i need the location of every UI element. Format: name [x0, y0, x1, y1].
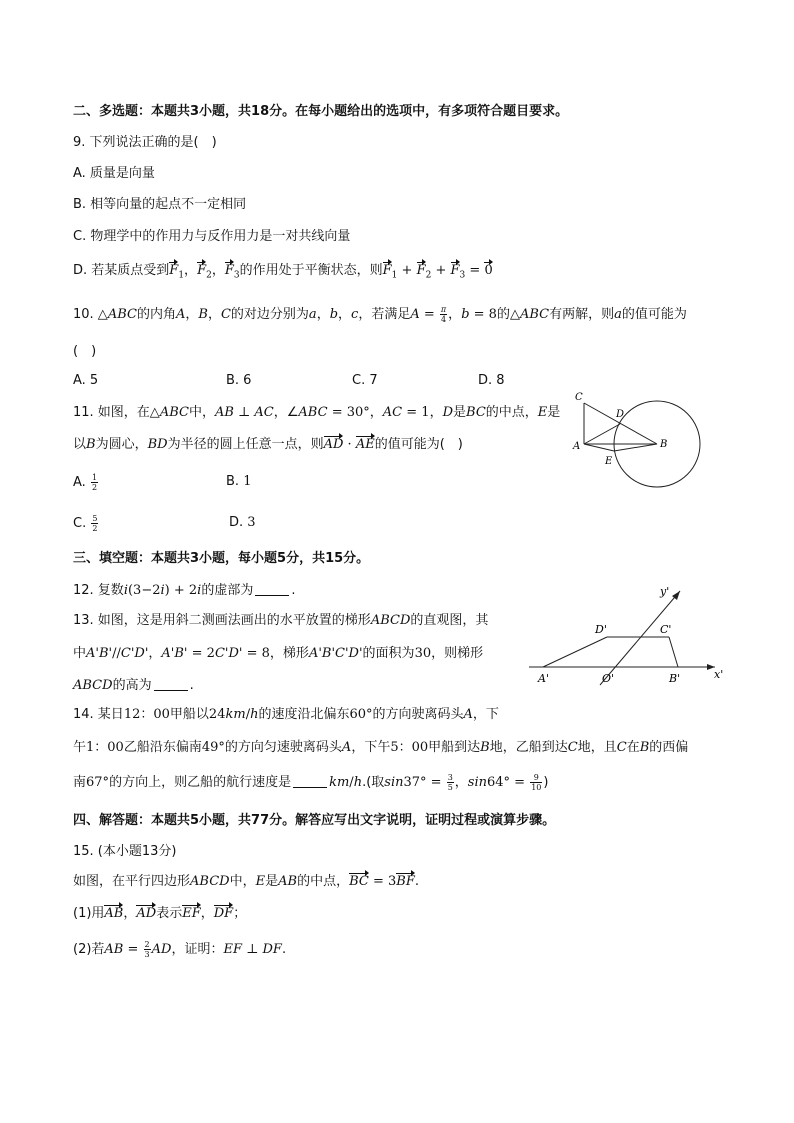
q14-line3: 南67°的方向上，则乙船的航行速度是 km/h.(取sin37° = $\frac{3}{5}$ ，sin64° = $\frac{9}{10}$ ): [73, 773, 549, 792]
q11-line2: 以B为圆心，BD为半径的圆上任意一点，则AD · AE的值可能为( ): [73, 437, 463, 452]
label-b-prime: B': [669, 672, 681, 685]
label-b: B: [660, 439, 668, 450]
q14-line2: 午1：00乙船沿东偏南49°的方向匀速驶离码头A，下午5：00甲船到达B地，乙船到达C地，且C在B的西偏: [73, 740, 689, 755]
label-a: A: [573, 441, 581, 452]
section-2-header: 二、多选题：本题共3小题，共18分。在每小题给出的选项中，有多项符合题目要求。: [73, 104, 569, 119]
q10-option-d: D. 8: [478, 373, 505, 388]
q10-stem: 10. △ABC的内角A，B，C的对边分别为a，b，c，若满足A = $\frac{\pi}{4}$ ，b = 8的△ABC有两解，则a的值可能为: [73, 305, 687, 324]
q11-option-c: C. $\frac{5}{2}$: [73, 514, 98, 533]
label-d-prime: D': [595, 623, 607, 636]
label-o-prime: O': [602, 672, 615, 685]
q9-option-c: C. 物理学中的作用力与反作用力是一对共线向量: [73, 229, 351, 244]
label-d: D: [616, 409, 625, 420]
q9-option-d: D. 若某质点受到$F_1$，$F_2$，$F_3$的作用处于平衡状态，则$F_1 + F_2 + F_3 = 0$: [73, 263, 493, 281]
q12-text: 12. 复数i(3−2i) + 2i的虚部为 .: [73, 583, 296, 598]
label-a-prime: A': [538, 672, 549, 685]
q15-stem: 如图，在平行四边形ABCD中，E是AB的中点，BC = 3BF.: [73, 874, 419, 889]
label-e: E: [605, 456, 613, 467]
section-4-header: 四、解答题：本题共5小题，共77分。解答应写出文字说明，证明过程或演算步骤。: [73, 813, 556, 828]
q10-option-a: A. 5: [73, 373, 99, 388]
q13-line3: ABCD的高为 .: [73, 678, 194, 693]
label-c: C: [575, 392, 583, 403]
q15-part2: (2)若AB = $\frac{2}{3}$ AD，证明：EF ⊥ DF.: [73, 940, 287, 959]
q10-option-c: C. 7: [352, 373, 378, 388]
label-c-prime: C': [660, 623, 672, 636]
q11-option-d: D. 3: [229, 515, 256, 530]
section-3-header: 三、填空题：本题共3小题，每小题5分，共15分。: [73, 551, 370, 566]
q10-paren: ( ): [73, 344, 97, 359]
q15-title: 15. (本小题13分): [73, 844, 177, 859]
q9-option-b: B. 相等向量的起点不一定相同: [73, 197, 247, 212]
label-x: x': [714, 668, 724, 681]
q13-line2: 中A'B'//C'D'，A'B' = 2C'D' = 8，梯形A'B'C'D'的面积为30，则梯形: [73, 646, 484, 661]
q14-line1: 14. 某日12：00甲船以24km/h的速度沿北偏东60°的方向驶离码头A，下: [73, 707, 499, 722]
q11-figure: [568, 390, 708, 490]
q11-line1: 11. 如图，在△ABC中，AB ⊥ AC，∠ABC = 30°，AC = 1，D是BC的中点，E是: [73, 405, 561, 420]
label-y: y': [660, 585, 670, 598]
q11-option-a: A. $\frac{1}{2}$: [73, 473, 98, 492]
q13-figure: [525, 582, 735, 687]
q10-option-b: B. 6: [226, 373, 252, 388]
q15-part1: (1)用AB，AD表示EF，DF；: [73, 906, 247, 921]
q9-stem: 9. 下列说法正确的是( ): [73, 135, 217, 150]
q9-option-a: A. 质量是向量: [73, 166, 155, 181]
q11-option-b: B. 1: [226, 474, 252, 489]
q13-line1: 13. 如图，这是用斜二测画法画出的水平放置的梯形ABCD的直观图，其: [73, 613, 489, 628]
